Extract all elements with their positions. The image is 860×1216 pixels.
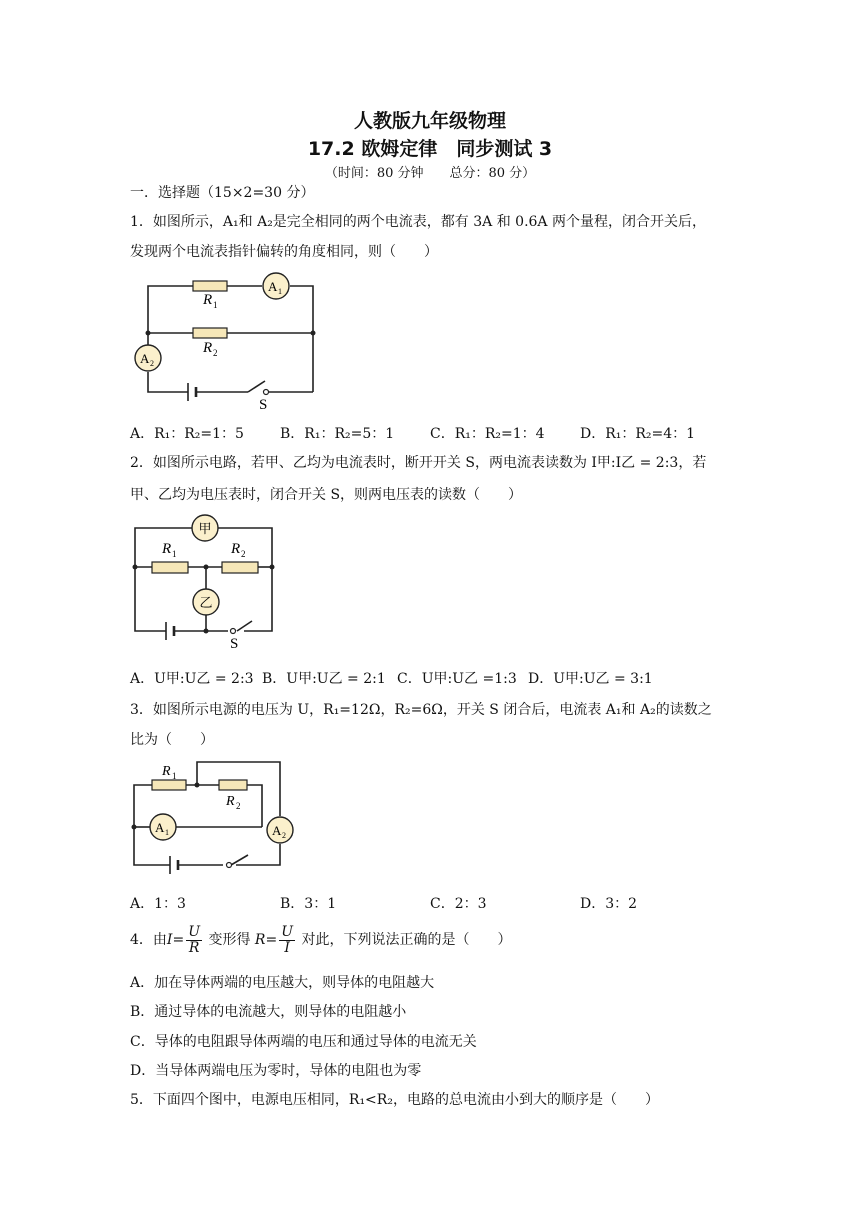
q4-formula1-num: U	[188, 923, 200, 940]
q4-stem	[130, 922, 511, 958]
q4-stem-suffix: 对此，下列说法正确的是（ ）	[301, 932, 512, 948]
q1-stem-line1: 1．如图所示，A₁和 A₂是完全相同的两个电流表，都有 3A 和 0.6A 两个量程，闭合开关后，	[130, 214, 706, 230]
q4-option-b: B．通过导体的电流越大，则导体的电阻越小	[130, 1004, 407, 1020]
q4-stem-prefix: 4．由	[130, 932, 167, 948]
q4-stem-mid: 变形得	[208, 932, 251, 948]
q4-formula1-fraction	[186, 925, 202, 956]
q4-formula2-num: U	[281, 923, 293, 940]
q4-formula1-den: R	[188, 939, 200, 956]
q2-r1-label: R	[162, 541, 172, 557]
q1-a1-sub: 1	[278, 287, 282, 296]
q3-r1-label: R	[162, 764, 171, 779]
q3-r2-sub: 2	[236, 801, 241, 811]
section-heading: 一．选择题（15×2=30 分）	[130, 185, 315, 201]
q1-a1-label: A	[268, 279, 278, 294]
page-subtitle: 17.2 欧姆定律 同步测试 3	[307, 138, 553, 160]
q2-stem-line2: 甲、乙均为电压表时，闭合开关 S，则两电压表的读数（ ）	[130, 487, 523, 503]
q3-option-d: D．3：2	[580, 896, 638, 912]
q2-option-d: D．U甲:U乙 = 3:1	[528, 671, 653, 687]
q2-option-b: B．U甲:U乙 = 2:1	[262, 671, 386, 687]
q4-formula1-lhs: I=	[166, 932, 185, 948]
page-title: 人教版九年级物理	[353, 110, 506, 132]
q4-formula2-fraction	[279, 925, 295, 956]
q4-option-c: C．导体的电阻跟导体两端的电压和通过导体的电流无关	[130, 1034, 477, 1050]
q3-option-a: A．1：3	[130, 896, 186, 912]
q3-a1-sub: 1	[165, 828, 169, 837]
q1-switch-label: S	[259, 397, 268, 413]
q1-a2-sub: 2	[150, 359, 154, 368]
q2-r1-sub: 1	[172, 549, 177, 559]
q2-stem-line1: 2．如图所示电路，若甲、乙均为电流表时，断开开关 S，两电流表读数为 I甲:I乙 = 2:3，若	[130, 455, 707, 471]
q1-r2-label: R	[203, 340, 213, 356]
q1-option-b: B．R₁：R₂=5：1	[280, 426, 395, 442]
q1-option-d: D．R₁：R₂=4：1	[580, 426, 696, 442]
q2-jia-label: 甲	[198, 521, 212, 536]
q1-option-a: A．R₁：R₂=1：5	[130, 426, 244, 442]
q3-a2-sub: 2	[282, 831, 286, 840]
q4-option-a: A．加在导体两端的电压越大，则导体的电阻越大	[130, 975, 435, 991]
q1-stem-line2: 发现两个电流表指针偏转的角度相同，则（ ）	[130, 244, 438, 260]
q4-formula2-den: I	[284, 939, 290, 956]
q1-option-c: C．R₁：R₂=1：4	[430, 426, 545, 442]
q1-a2-label: A	[140, 351, 150, 366]
q2-switch-label: S	[230, 636, 239, 652]
exam-meta: （时间：80 分钟 总分：80 分）	[324, 166, 536, 181]
q1-r2-sub: 2	[213, 348, 218, 358]
q2-r2-sub: 2	[241, 549, 246, 559]
q2-option-c: C．U甲:U乙 =1:3	[397, 671, 517, 687]
q2-r2-label: R	[231, 541, 241, 557]
q1-r1-sub: 1	[213, 300, 218, 310]
q3-stem-line1: 3．如图所示电源的电压为 U，R₁=12Ω，R₂=6Ω，开关 S 闭合后，电流表 A₁和 A₂的读数之	[130, 702, 712, 718]
q3-option-b: B．3：1	[280, 896, 337, 912]
q4-formula2-lhs: R=	[254, 932, 278, 948]
q3-stem-line2: 比为（ ）	[130, 732, 214, 748]
q3-option-c: C．2：3	[430, 896, 487, 912]
q4-option-d: D．当导体两端电压为零时，导体的电阻也为零	[130, 1063, 422, 1079]
q3-a2-label: A	[272, 823, 282, 838]
q2-yi-label: 乙	[199, 595, 213, 610]
q1-r1-label: R	[203, 292, 213, 308]
q3-r1-sub: 1	[172, 771, 177, 781]
q3-a1-label: A	[155, 820, 165, 835]
q3-r2-label: R	[226, 794, 235, 809]
q5-stem: 5．下面四个图中，电源电压相同，R₁<R₂，电路的总电流由小到大的顺序是（ ）	[130, 1092, 659, 1108]
q2-option-a: A．U甲:U乙 = 2:3	[130, 671, 254, 687]
